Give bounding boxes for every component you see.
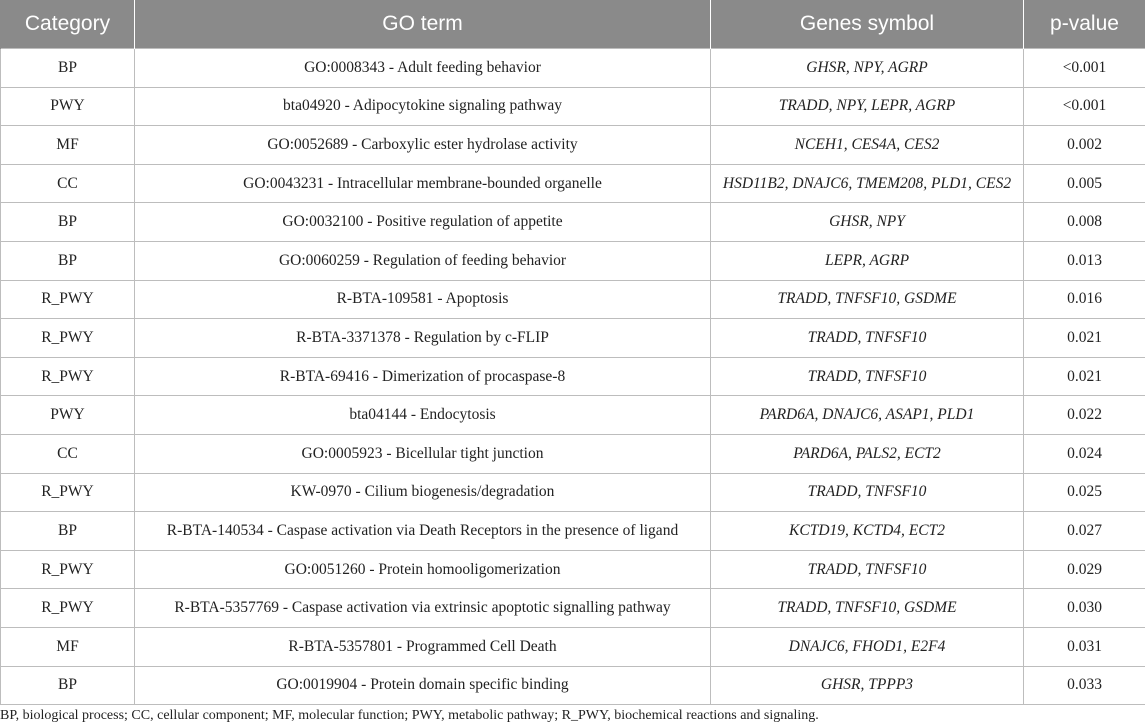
cell-go-term: bta04144 - Endocytosis — [135, 396, 711, 435]
cell-p-value: 0.025 — [1024, 473, 1145, 512]
cell-category: BP — [1, 203, 135, 242]
cell-go-term: R-BTA-5357769 - Caspase activation via extrinsic apoptotic signalling pathway — [135, 589, 711, 628]
cell-go-term: GO:0005923 - Bicellular tight junction — [135, 434, 711, 473]
cell-go-term: GO:0019904 - Protein domain specific binding — [135, 666, 711, 705]
cell-p-value: 0.013 — [1024, 241, 1145, 280]
cell-genes-symbol: TRADD, NPY, LEPR, AGRP — [711, 87, 1024, 126]
cell-genes-symbol: GHSR, NPY, AGRP — [711, 49, 1024, 88]
cell-category: BP — [1, 512, 135, 551]
table-row — [1, 357, 1145, 396]
cell-category: R_PWY — [1, 473, 135, 512]
table-row — [1, 203, 1145, 242]
table-row — [1, 473, 1145, 512]
cell-category: PWY — [1, 87, 135, 126]
cell-genes-symbol: DNAJC6, FHOD1, E2F4 — [711, 627, 1024, 666]
table-row — [1, 126, 1145, 165]
cell-p-value: 0.029 — [1024, 550, 1145, 589]
cell-go-term: R-BTA-3371378 - Regulation by c-FLIP — [135, 319, 711, 358]
table-row — [1, 241, 1145, 280]
header-category: Category — [1, 0, 135, 49]
cell-category: MF — [1, 627, 135, 666]
cell-genes-symbol: GHSR, NPY — [711, 203, 1024, 242]
cell-category: BP — [1, 241, 135, 280]
table-footnote: BP, biological process; CC, cellular component; MF, molecular function; PWY, metabolic pathway; R_PWY, biochemical reactions and signaling. — [0, 708, 819, 723]
cell-p-value: 0.002 — [1024, 126, 1145, 165]
cell-genes-symbol: TRADD, TNFSF10, GSDME — [711, 280, 1024, 319]
table-row — [1, 589, 1145, 628]
header-go-term: GO term — [135, 0, 711, 49]
cell-category: CC — [1, 164, 135, 203]
cell-p-value: 0.027 — [1024, 512, 1145, 551]
cell-p-value: 0.022 — [1024, 396, 1145, 435]
table-row — [1, 512, 1145, 551]
cell-go-term: GO:0052689 - Carboxylic ester hydrolase activity — [135, 126, 711, 165]
table-row — [1, 319, 1145, 358]
table-row — [1, 396, 1145, 435]
cell-genes-symbol: GHSR, TPPP3 — [711, 666, 1024, 705]
cell-category: R_PWY — [1, 550, 135, 589]
cell-p-value: <0.001 — [1024, 87, 1145, 126]
cell-genes-symbol: TRADD, TNFSF10 — [711, 357, 1024, 396]
cell-p-value: 0.033 — [1024, 666, 1145, 705]
table-row — [1, 49, 1145, 88]
table-row — [1, 627, 1145, 666]
cell-category: CC — [1, 434, 135, 473]
cell-go-term: R-BTA-140534 - Caspase activation via Death Receptors in the presence of ligand — [135, 512, 711, 551]
table-row — [1, 87, 1145, 126]
cell-p-value: 0.021 — [1024, 319, 1145, 358]
cell-genes-symbol: PARD6A, DNAJC6, ASAP1, PLD1 — [711, 396, 1024, 435]
table-row — [1, 550, 1145, 589]
header-p-value: p-value — [1024, 0, 1145, 49]
cell-genes-symbol: TRADD, TNFSF10 — [711, 319, 1024, 358]
cell-go-term: R-BTA-69416 - Dimerization of procaspase-8 — [135, 357, 711, 396]
cell-p-value: 0.024 — [1024, 434, 1145, 473]
cell-genes-symbol: HSD11B2, DNAJC6, TMEM208, PLD1, CES2 — [711, 164, 1024, 203]
cell-category: R_PWY — [1, 589, 135, 628]
cell-p-value: 0.031 — [1024, 627, 1145, 666]
cell-genes-symbol: TRADD, TNFSF10, GSDME — [711, 589, 1024, 628]
cell-go-term: KW-0970 - Cilium biogenesis/degradation — [135, 473, 711, 512]
cell-category: BP — [1, 49, 135, 88]
table-row — [1, 280, 1145, 319]
table-body — [1, 49, 1145, 705]
cell-genes-symbol: PARD6A, PALS2, ECT2 — [711, 434, 1024, 473]
table-row — [1, 164, 1145, 203]
cell-go-term: GO:0051260 - Protein homooligomerization — [135, 550, 711, 589]
cell-category: PWY — [1, 396, 135, 435]
cell-go-term: R-BTA-5357801 - Programmed Cell Death — [135, 627, 711, 666]
cell-genes-symbol: KCTD19, KCTD4, ECT2 — [711, 512, 1024, 551]
cell-category: BP — [1, 666, 135, 705]
cell-go-term: bta04920 - Adipocytokine signaling pathway — [135, 87, 711, 126]
cell-category: R_PWY — [1, 280, 135, 319]
cell-p-value: 0.016 — [1024, 280, 1145, 319]
cell-go-term: R-BTA-109581 - Apoptosis — [135, 280, 711, 319]
cell-category: MF — [1, 126, 135, 165]
cell-p-value: 0.030 — [1024, 589, 1145, 628]
cell-genes-symbol: TRADD, TNFSF10 — [711, 550, 1024, 589]
cell-category: R_PWY — [1, 357, 135, 396]
cell-genes-symbol: NCEH1, CES4A, CES2 — [711, 126, 1024, 165]
cell-p-value: 0.008 — [1024, 203, 1145, 242]
cell-p-value: 0.005 — [1024, 164, 1145, 203]
table-row — [1, 666, 1145, 705]
cell-go-term: GO:0032100 - Positive regulation of appetite — [135, 203, 711, 242]
cell-go-term: GO:0060259 - Regulation of feeding behavior — [135, 241, 711, 280]
header-row — [1, 0, 1145, 49]
cell-genes-symbol: LEPR, AGRP — [711, 241, 1024, 280]
table-row — [1, 434, 1145, 473]
header-genes-symbol: Genes symbol — [711, 0, 1024, 49]
cell-genes-symbol: TRADD, TNFSF10 — [711, 473, 1024, 512]
cell-p-value: <0.001 — [1024, 49, 1145, 88]
cell-go-term: GO:0008343 - Adult feeding behavior — [135, 49, 711, 88]
cell-go-term: GO:0043231 - Intracellular membrane-bounded organelle — [135, 164, 711, 203]
cell-p-value: 0.021 — [1024, 357, 1145, 396]
cell-category: R_PWY — [1, 319, 135, 358]
table-header — [1, 0, 1145, 49]
